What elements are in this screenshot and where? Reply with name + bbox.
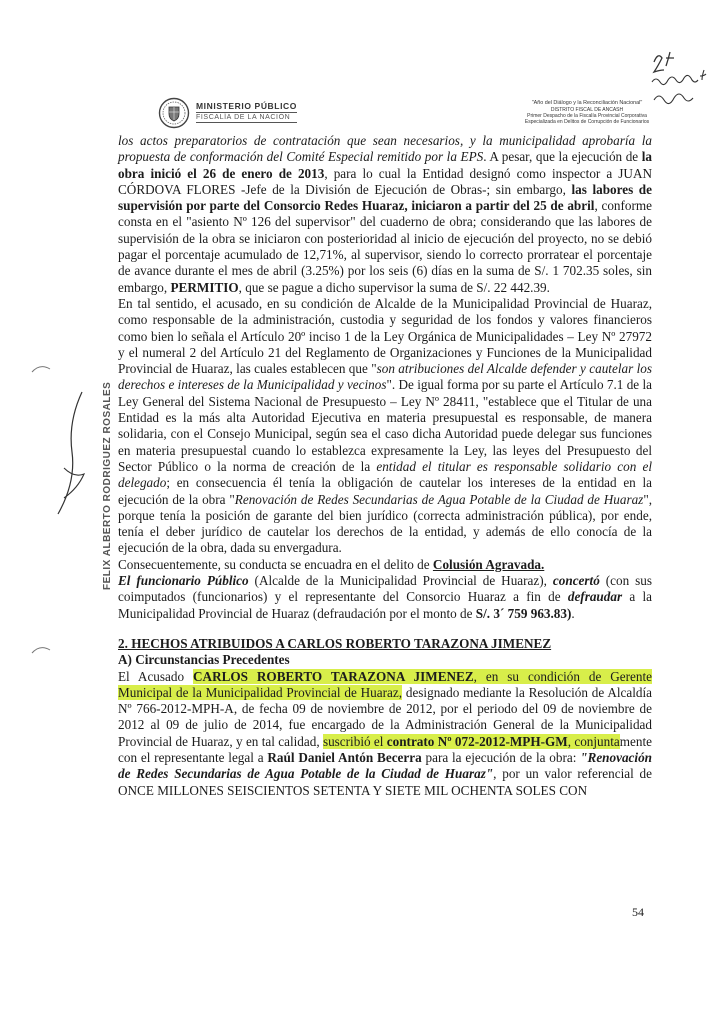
text-run: a la Municipalidad Provincial de Huaraz (defraudación por el monto de — [118, 589, 652, 621]
coat-of-arms-icon — [158, 97, 190, 129]
stamp-text: FELIX ALBERTO RODRIGUEZ ROSALES — [102, 381, 113, 590]
text-run: , conjunta — [567, 733, 620, 749]
text-run: PERMITIO — [170, 279, 239, 295]
year-motto: "Año del Diálogo y la Reconciliación Nacional" — [531, 100, 643, 106]
page-number: 54 — [632, 905, 644, 919]
text-run: . — [571, 605, 575, 621]
text-run: , por un valor referencial de ONCE MILLONES SEISCIENTOS SETENTA Y SIETE MIL OCHENTA SOLES CON — [118, 766, 652, 798]
text-run: designado mediante la Resolución de Alcaldía Nº 766-2012-MPH-A, de fecha 09 de noviembre de 2012, por el periodo del 09 de noviembre de 2012 al 09 de julio de 2014, fue encargado de la Administración General de la Municipalidad Provincial de Huaraz, y en tal calidad, — [118, 684, 652, 749]
handwritten-folio-note — [646, 48, 710, 110]
text-run: , en su condición de Gerente Municipal de la Municipalidad Provincial de Huaraz, — [118, 668, 653, 700]
text-run: la obra inició el 26 de enero de 2013 — [118, 149, 653, 181]
text-run: , conforme consta en el "asiento Nº 126 del supervisor" del cuaderno de obra; considerando que las labores de supervisión de la obra se iniciaron con posterioridad al inicio de ejecución del proyecto, no se debió pagar el porcentaje acumulado de 12,71%, al supervisor, siendo lo correcto prorratear el porcentaje de avance durante el mes de abril (3.25%) por los seis (6) días en la suma de S/. 1 702.35 soles, sin embargo, — [118, 198, 652, 295]
text-run: para la ejecución de la obra: — [421, 749, 581, 765]
text-run: ; en consecuencia él tenía la obligación de cautelar los intereses de la entidad en la ejecución de la obra " — [118, 475, 652, 507]
text-run: contrato Nº 072-2012-MPH-GM — [386, 733, 568, 749]
section-title: 2. HECHOS ATRIBUIDOS A CARLOS ROBERTO TARAZONA JIMENEZ — [118, 635, 552, 651]
text-run: Raúl Daniel Antón Becerra — [267, 749, 422, 765]
text-run: ", porque tenía la posición de garante del bien jurídico (correcta administración pública), por ende, tenía el deber jurídico de cautelar los derechos de la entidad, y además de ello conocía de la ejecución de la obra, dada su envergadura. — [118, 491, 653, 556]
office-name-line-1: Primer Despacho de la Fiscalía Provincial Corporativa — [527, 113, 647, 119]
text-run: En tal sentido, el acusado, en su condición de Alcalde de la Municipalidad Provincial de Huaraz, como responsable de la administración, custodia y seguridad de los fondos y valores financieros como bien lo señala el Artículo 20º inciso 1 de la Ley Orgánica de Municipalidades – Ley Nº 27972 y el numeral 2 del Artículo 21 del Reglamento de Organizaciones y Funciones de la Municipalidad Provincial de Huaraz, las cuales establecen que " — [118, 295, 652, 377]
paragraph-official-conduct — [118, 573, 652, 622]
organization-subname: FISCALÍA DE LA NACIÓN — [196, 113, 297, 123]
text-run: El Acusado — [118, 668, 194, 684]
organization-name: MINISTERIO PÚBLICO — [196, 101, 297, 112]
header-logo-block — [158, 97, 297, 129]
text-run: , para lo cual la Entidad designó como inspector a JUAN CÓRDOVA FLORES -Jefe de la División de Ejecución de Obras-; sin embargo, — [118, 165, 652, 197]
text-run: las labores de supervisión por parte del Consorcio Redes Huaraz, iniciaron a partir del 25 de abril — [118, 181, 652, 214]
text-run: los actos preparatorios de contratación que sean necesarios, y la municipalidad aprobaría la propuesta de conformación del Comité Especial remitido por la EPS — [118, 133, 652, 165]
text-run: Consecuentemente, su conducta se encuadra en el delito de — [118, 556, 433, 572]
text-run: entidad el titular es responsable solidario con el delegado — [118, 458, 652, 491]
office-name-line-2: Especializada en Delitos de Corrupción de Funcionarios — [524, 119, 650, 126]
paragraph-supervision-payment — [118, 133, 652, 296]
text-run: (con sus coimputados (funcionarios) y el representante del Consorcio Huaraz a fin de — [118, 573, 652, 605]
paragraph-offense — [118, 557, 652, 573]
text-run: mente con el representante legal a — [118, 733, 652, 765]
text-run: El funcionario Público — [118, 573, 249, 589]
text-run: defraudar — [567, 589, 623, 605]
margin-mark — [30, 362, 52, 376]
text-run: S/. 3´ 759 963.83) — [475, 605, 572, 621]
text-run: (Alcalde de la Municipalidad Provincial de Huaraz), — [248, 573, 553, 589]
text-run: , que se pague a dicho supervisor la suma de S/. 22 442.39. — [238, 279, 550, 295]
text-run: "Renovación de Redes Secundarias de Agua Potable de la Ciudad de Huaraz" — [118, 749, 652, 782]
text-run: Renovación de Redes Secundarias de Agua Potable de la Ciudad de Huaraz — [234, 491, 644, 507]
margin-mark — [30, 643, 52, 657]
margin-stamp — [88, 381, 116, 590]
text-run: concertó — [552, 573, 600, 589]
fiscal-office-header — [512, 100, 662, 126]
paragraph-mayor-responsibility — [118, 296, 652, 557]
text-run: Colusión Agravada. — [432, 556, 545, 572]
document-body — [118, 133, 652, 799]
margin-signature — [52, 388, 92, 518]
organization-tagline — [196, 123, 297, 124]
text-run: ". De igual forma por su parte el Artículo 7.1 de la Ley General del Sistema Nacional de Presupuesto – Ley Nº 28411, "establece que el Titular de una Entidad es la más alta Autoridad Ejecutiva en materia presupuestal es responsable, de manera solidaria, con el Consejo Municipal, según sea el caso dicha Autoridad puede delegar sus funciones en materia presupuestal cuando lo establezca expresamente la Ley, las leyes del Presupuesto del Sector Público o la norma de creación de la — [118, 377, 653, 474]
text-run: . A pesar, que la ejecución de — [483, 149, 642, 165]
district-name: DISTRITO FISCAL DE ANCASH — [550, 106, 624, 113]
text-run: son atribuciones del Alcalde defender y cautelar los derechos e intereses de la Municipalidad y vecinos — [118, 361, 652, 393]
text-run: suscribió el — [322, 733, 387, 749]
text-run: CARLOS ROBERTO TARAZONA JIMENEZ — [193, 668, 474, 684]
subsection-title: A) Circunstancias Precedentes — [118, 652, 290, 668]
paragraph-accused-facts — [118, 669, 652, 799]
